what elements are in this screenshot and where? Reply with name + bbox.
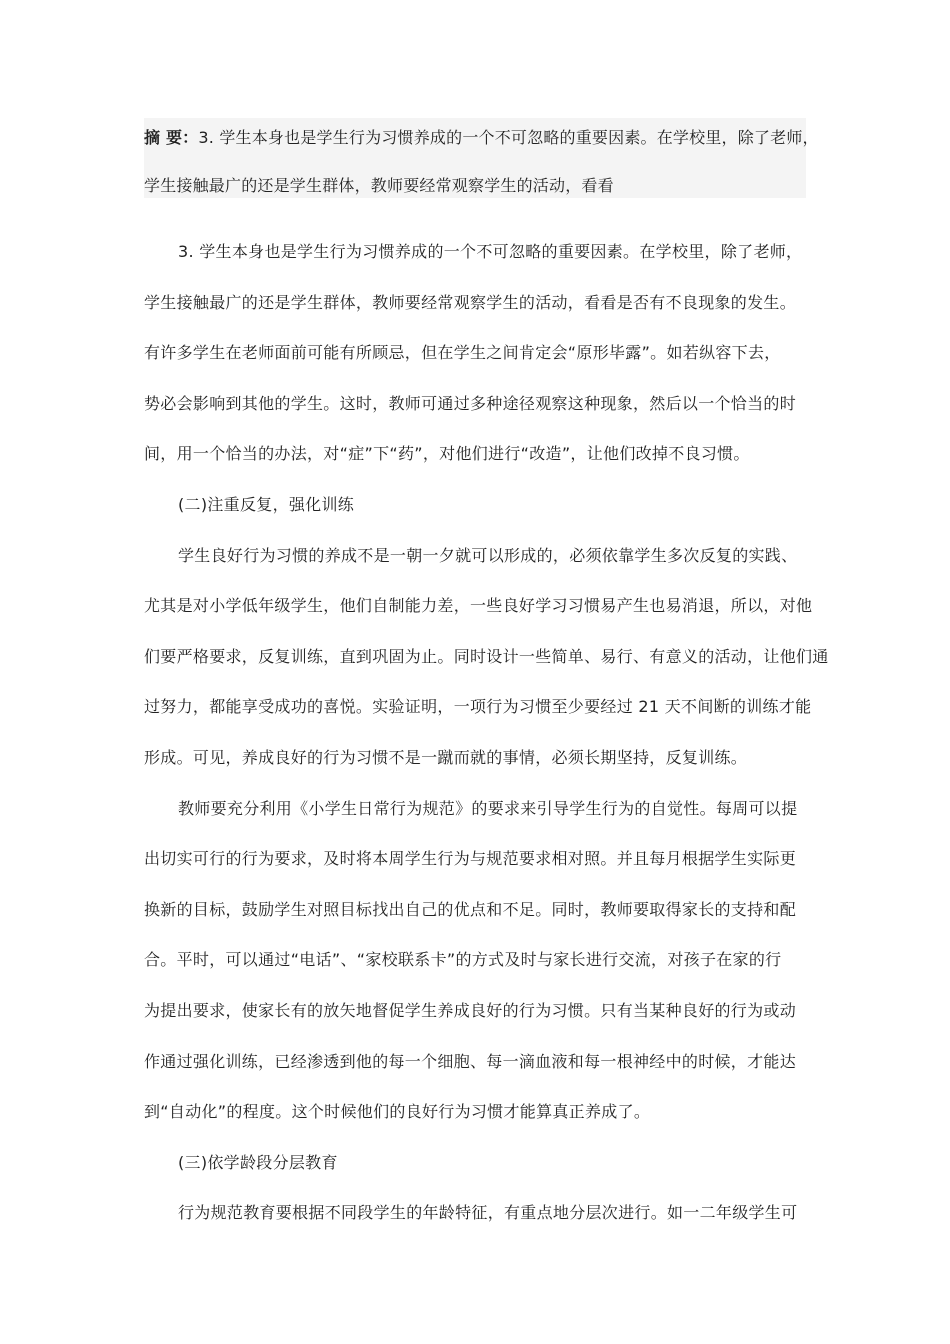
body-line: 势必会影响到其他的学生。这时，教师可通过多种途径观察这种现象，然后以一个恰当的时 [144,393,797,413]
body-line: 作通过强化训练，已经渗透到他的每一个细胞、每一滴血液和每一根神经中的时候，才能达 [144,1051,797,1071]
body-line: 换新的目标，鼓励学生对照目标找出自己的优点和不足。同时，教师要取得家长的支持和配 [144,899,797,919]
body-line: 行为规范教育要根据不同段学生的年龄特征，有重点地分层次进行。如一二年级学生可 [178,1203,798,1223]
body-line: 教师要充分利用《小学生日常行为规范》的要求来引导学生行为的自觉性。每周可以提 [178,798,798,818]
body-line: 为提出要求，使家长有的放矢地督促学生养成良好的行为习惯。只有当某种良好的行为或动 [144,1000,797,1020]
body-line: 出切实可行的行为要求，及时将本周学生行为与规范要求相对照。并且每月根据学生实际更 [144,849,797,869]
body-line: 尤其是对小学低年级学生，他们自制能力差，一些良好学习习惯易产生也易消退，所以，对他 [144,596,813,616]
body-line: 学生良好行为习惯的养成不是一朝一夕就可以形成的，必须依靠学生多次反复的实践、 [178,545,798,565]
body-line: 学生接触最广的还是学生群体，教师要经常观察学生的活动，看看是否有不良现象的发生。 [144,292,797,312]
abstract-text-1: 3. 学生本身也是学生行为习惯养成的一个不可忽略的重要因素。在学校里，除了老师， [198,128,819,147]
abstract-text-2: 学生接触最广的还是学生群体，教师要经常观察学生的活动，看看 [144,176,614,195]
body-line: 间，用一个恰当的办法，对“症”下“药”，对他们进行“改造”，让他们改掉不良习惯。 [144,444,750,464]
body-text [144,240,829,1252]
body-line: 有许多学生在老师面前可能有所顾忌，但在学生之间肯定会“原形毕露”。如若纵容下去， [144,343,781,363]
abstract-line-2 [144,174,614,198]
body-line: 合。平时，可以通过“电话”、“家校联系卡”的方式及时与家长进行交流，对孩子在家的行 [144,950,782,970]
section-heading: (二)注重反复，强化训练 [178,494,355,514]
body-line: 到“自动化”的程度。这个时候他们的良好行为习惯才能算真正养成了。 [144,1102,651,1122]
body-line: 3. 学生本身也是学生行为习惯养成的一个不可忽略的重要因素。在学校里，除了老师， [178,242,803,261]
section-heading: (三)依学龄段分层教育 [178,1152,338,1172]
abstract-line-1 [144,126,819,150]
body-line: 们要严格要求，反复训练，直到巩固为止。同时设计一些简单、易行、有意义的活动，让他们通 [144,646,829,666]
body-line: 形成。可见，养成良好的行为习惯不是一蹴而就的事情，必须长期坚持，反复训练。 [144,747,748,767]
abstract-label: 摘 要： [144,128,199,147]
body-line: 过努力，都能享受成功的喜悦。实验证明，一项行为习惯至少要经过 21 天不间断的训练才能 [144,697,812,717]
